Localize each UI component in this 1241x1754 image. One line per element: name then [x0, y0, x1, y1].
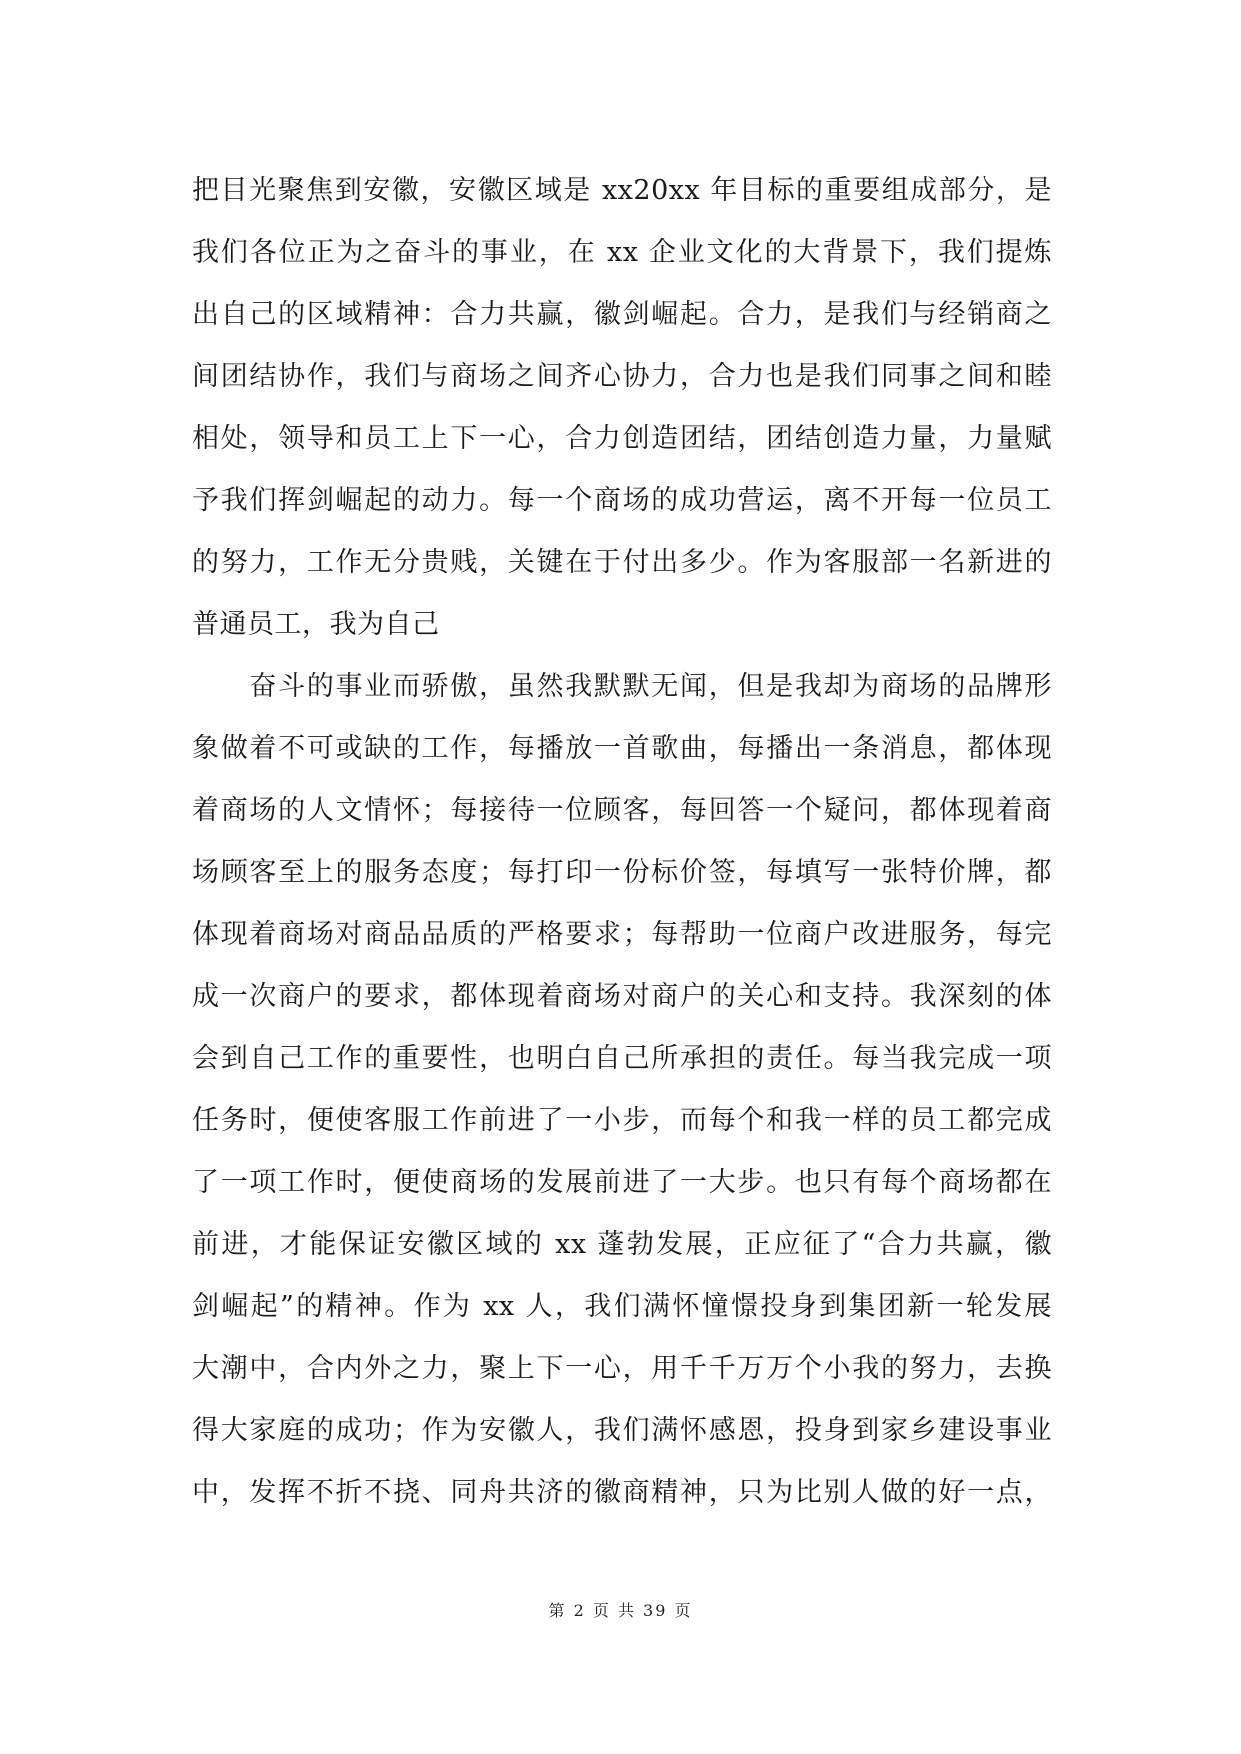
text-line: 普通员工，我为自己 [192, 609, 440, 640]
text-line: 了一项工作时，便使商场的发展前进了一大步。也只有每个商场都在 [192, 1167, 1052, 1198]
text-line: 相处，领导和员工上下一心，合力创造团结，团结创造力量，力量赋 [192, 423, 1052, 454]
footer-suffix: 页 [674, 1601, 693, 1620]
body-text [192, 160, 1052, 1524]
text-line: 成一次商户的要求，都体现着商场对商户的关心和支持。我深刻的体 [192, 981, 1052, 1012]
text-line: 大潮中，合内外之力，聚上下一心，用千千万万个小我的努力，去换 [192, 1353, 1052, 1384]
text-line: 的努力，工作无分贵贱，关键在于付出多少。作为客服部一名新进的 [192, 547, 1052, 578]
current-page-number: 2 [573, 1601, 586, 1620]
text-line: 中，发挥不折不挠、同舟共济的徽商精神，只为比别人做的好一点， [192, 1477, 1052, 1508]
text-line: 体现着商场对商品品质的严格要求；每帮助一位商户改进服务，每完 [192, 919, 1052, 950]
text-line: 我们各位正为之奋斗的事业，在 xx 企业文化的大背景下，我们提炼 [192, 237, 1052, 268]
text-line: 剑崛起”的精神。作为 xx 人，我们满怀憧憬投身到集团新一轮发展 [192, 1291, 1052, 1322]
text-line: 场顾客至上的服务态度；每打印一份标价签，每填写一张特价牌，都 [192, 857, 1052, 888]
text-line: 把目光聚焦到安徽，安徽区域是 xx20xx 年目标的重要组成部分，是 [192, 175, 1052, 206]
footer-prefix: 第 [548, 1601, 567, 1620]
text-line: 奋斗的事业而骄傲，虽然我默默无闻，但是我却为商场的品牌形 [192, 671, 1052, 702]
text-line: 出自己的区域精神：合力共赢，徽剑崛起。合力，是我们与经销商之 [192, 299, 1052, 330]
text-line: 任务时，便使客服工作前进了一小步，而每个和我一样的员工都完成 [192, 1105, 1052, 1136]
text-line: 得大家庭的成功；作为安徽人，我们满怀感恩，投身到家乡建设事业 [192, 1415, 1052, 1446]
text-line: 予我们挥剑崛起的动力。每一个商场的成功营运，离不开每一位员工 [192, 485, 1052, 516]
footer-middle: 页 共 [592, 1601, 636, 1620]
total-page-count: 39 [643, 1601, 668, 1620]
text-line: 象做着不可或缺的工作，每播放一首歌曲，每播出一条消息，都体现 [192, 733, 1052, 764]
text-line: 会到自己工作的重要性，也明白自己所承担的责任。每当我完成一项 [192, 1043, 1052, 1074]
page-footer [0, 1598, 1241, 1621]
text-line: 间团结协作，我们与商场之间齐心协力，合力也是我们同事之间和睦 [192, 361, 1052, 392]
text-line: 着商场的人文情怀；每接待一位顾客，每回答一个疑问，都体现着商 [192, 795, 1052, 826]
text-line: 前进，才能保证安徽区域的 xx 蓬勃发展，正应征了“合力共赢，徽 [192, 1229, 1052, 1260]
